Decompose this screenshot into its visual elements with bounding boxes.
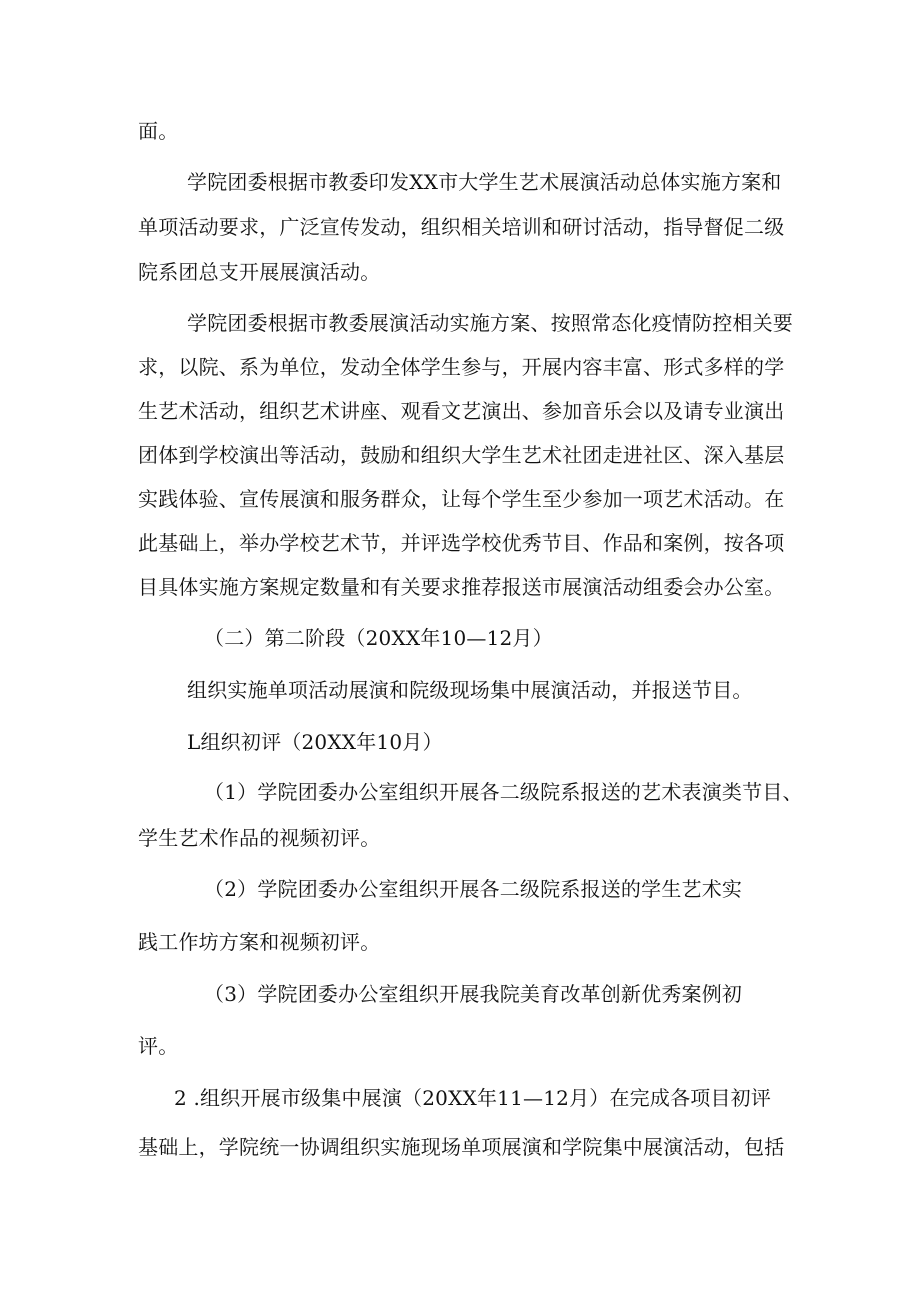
- list-item: （3）学院团委办公室组织开展我院美育改革创新优秀案例初: [204, 982, 743, 1006]
- list-item: （1）学院团委办公室组织开展各二级院系报送的艺术表演类节目、: [204, 780, 803, 804]
- list-item-continuation: 学生艺术作品的视频初评。: [138, 826, 381, 850]
- paragraph-line: 院系团总支开展展演活动。: [138, 260, 381, 284]
- list-item-continuation: 践工作坊方案和视频初评。: [138, 930, 381, 954]
- paragraph-line: 组织实施单项活动展演和院级现场集中展演活动，并报送节目。: [187, 678, 753, 702]
- paragraph-line: 此基础上，举办学校艺术节，并评选学校优秀节目、作品和案例，按各项: [138, 531, 785, 555]
- subheading: L组织初评（20XX年10月）: [187, 730, 443, 754]
- paragraph-line: 学院团委根据市教委印发XX市大学生艺术展演活动总体实施方案和: [187, 170, 782, 194]
- paragraph-line: 实践体验、宣传展演和服务群众，让每个学生至少参加一项艺术活动。在: [138, 487, 785, 511]
- paragraph-line: 学院团委根据市教委展演活动实施方案、按照常态化疫情防控相关要: [187, 311, 793, 335]
- text-line: 面。: [138, 119, 179, 143]
- list-item-continuation: 评。: [138, 1034, 179, 1058]
- paragraph-line: 目具体实施方案规定数量和有关要求推荐报送市展演活动组委会办公室。: [138, 575, 785, 599]
- subheading: 2 .组织开展市级集中展演（20XX年11—12月）在完成各项目初评: [174, 1086, 772, 1110]
- paragraph-line: 单项活动要求，广泛宣传发动，组织相关培训和研讨活动，指导督促二级: [138, 215, 785, 239]
- list-item: （2）学院团委办公室组织开展各二级院系报送的学生艺术实: [204, 877, 743, 901]
- paragraph-line: 生艺术活动，组织艺术讲座、观看文艺演出、参加音乐会以及请专业演出: [138, 399, 785, 423]
- paragraph-line: 基础上，学院统一协调组织实施现场单项展演和学院集中展演活动，包括: [138, 1135, 785, 1159]
- section-heading: （二）第二阶段（20XX年10—12月）: [204, 626, 553, 650]
- paragraph-line: 团体到学校演出等活动，鼓励和组织大学生艺术社团走进社区、深入基层: [138, 443, 785, 467]
- paragraph-line: 求，以院、系为单位，发动全体学生参与，开展内容丰富、形式多样的学: [138, 355, 785, 379]
